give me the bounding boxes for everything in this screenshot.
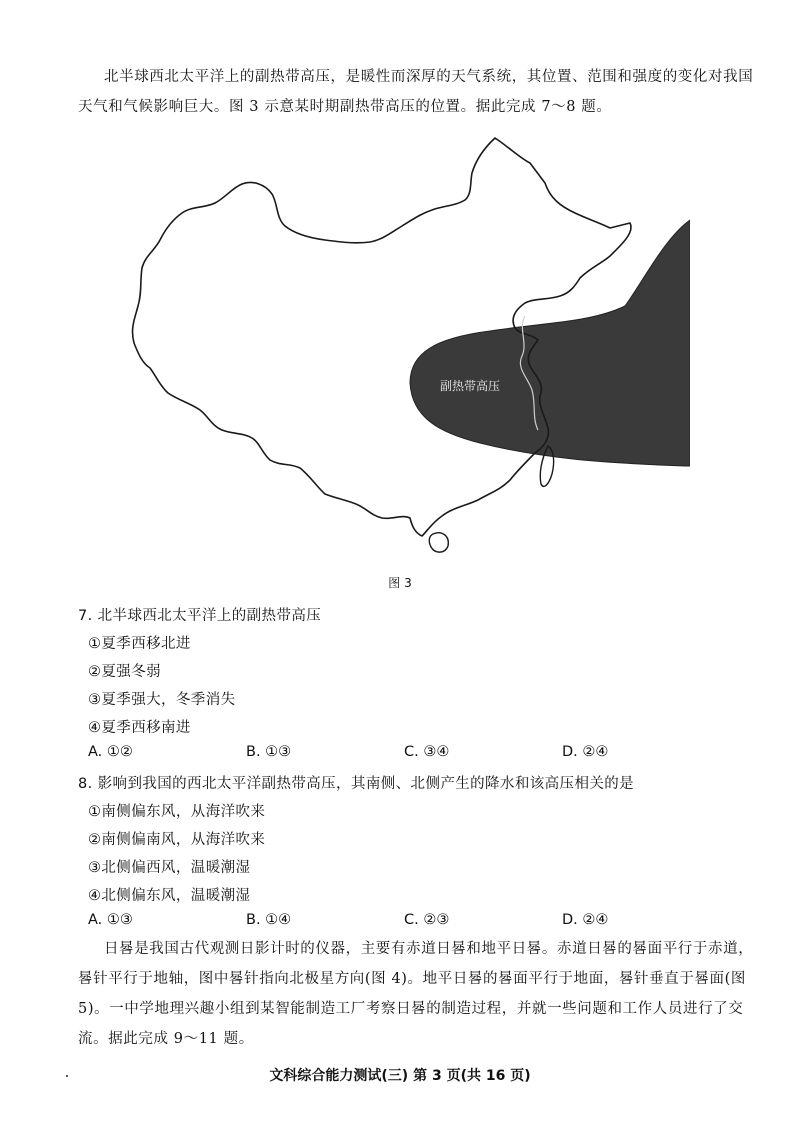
question-8-choice-a: A. ①③ bbox=[88, 912, 133, 928]
question-8-option-3: ③北侧偏西风，温暖潮湿 bbox=[88, 860, 251, 876]
question-8-option-1: ①南侧偏东风，从海洋吹来 bbox=[88, 804, 266, 820]
question-7-option-2: ②夏强冬弱 bbox=[88, 664, 161, 680]
question-7-option-1: ①夏季西移北进 bbox=[88, 636, 191, 652]
question-7-option-4: ④夏季西移南进 bbox=[88, 720, 191, 736]
question-7-choice-b: B. ①③ bbox=[246, 744, 292, 760]
question-7-choice-d: D. ②④ bbox=[562, 744, 609, 760]
question-8-stem: 8. 影响到我国的西北太平洋副热带高压，其南侧、北侧产生的降水和该高压相关的是 bbox=[78, 776, 635, 792]
china-map-svg bbox=[120, 128, 690, 568]
intro-paragraph-2: 日晷是我国古代观测日影计时的仪器，主要有赤道日晷和地平日晷。赤道日晷的晷面平行于赤道，晷针平行于地轴，图中晷针指向北极星方向(图 4)。地平日晷的晷面平行于地面，晷针垂直于晷面(图 5)。一中学地理兴趣小组到某智能制造工厂考察日晷的制造过程，并就一些问题和工作人员进行了交流。据此完成 9～11 题。 bbox=[78, 941, 754, 1047]
intro-paragraph-1: 北半球西北太平洋上的副热带高压，是暖性而深厚的天气系统，其位置、范围和强度的变化对我国天气和气候影响巨大。图 3 示意某时期副热带高压的位置。据此完成 7～8 题。 bbox=[78, 69, 754, 115]
question-8-choice-c: C. ②③ bbox=[404, 912, 450, 928]
question-8-option-2: ②南侧偏南风，从海洋吹来 bbox=[88, 832, 266, 848]
question-8-choice-d: D. ②④ bbox=[562, 912, 609, 928]
question-7-choice-a: A. ①② bbox=[88, 744, 133, 760]
question-7-stem: 7. 北半球西北太平洋上的副热带高压 bbox=[78, 608, 322, 624]
question-7-choice-c: C. ③④ bbox=[404, 744, 450, 760]
pressure-label: 副热带高压 bbox=[440, 379, 501, 393]
question-8-option-4: ④北侧偏东风，温暖潮湿 bbox=[88, 888, 251, 904]
page-footer: 文科综合能力测试(三) 第 3 页(共 16 页) bbox=[269, 1068, 531, 1084]
hainan-island bbox=[429, 533, 448, 552]
question-7-option-3: ③夏季强大，冬季消失 bbox=[88, 692, 236, 708]
subtropical-high-region bbox=[410, 220, 690, 466]
figure-caption: 图 3 bbox=[388, 576, 412, 590]
question-8-choice-b: B. ①④ bbox=[246, 912, 292, 928]
figure-3-map bbox=[120, 128, 690, 568]
